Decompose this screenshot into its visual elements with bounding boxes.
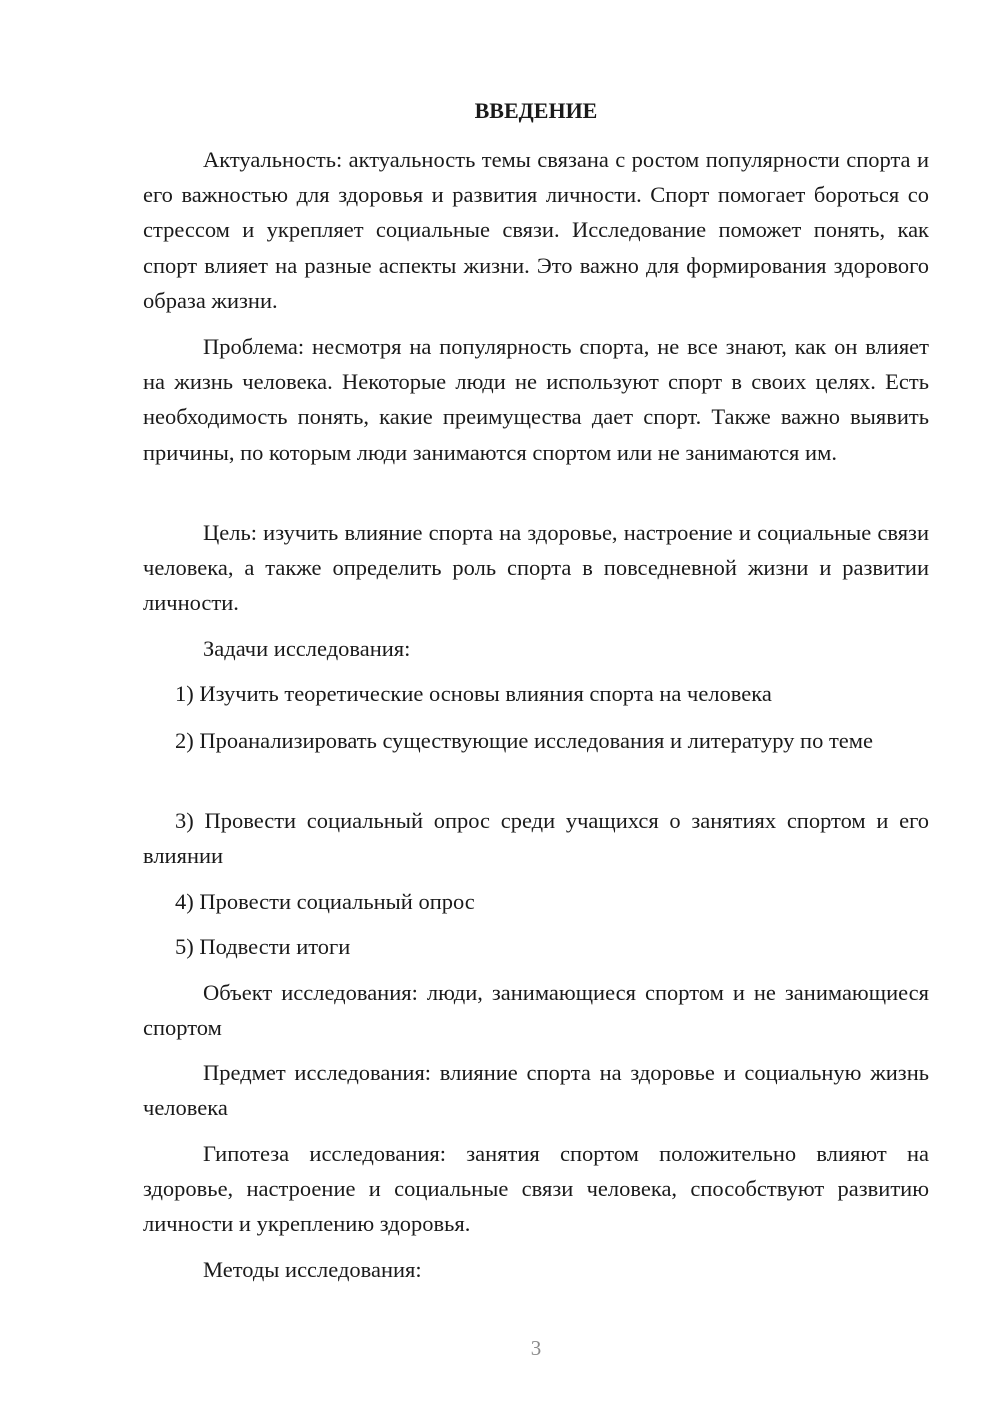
relevance-paragraph: Актуальность: актуальность темы связана с ростом популярности спорта и его важностью для здоровья и развития личности. Спорт помогает бороться со стрессом и укрепляет социальные связи. Исследование поможет понять, как спорт влияет на разные аспекты жизни. Это важно для формирования здорового образа жизни.: [143, 147, 929, 313]
task-item-1: 1) Изучить теоретические основы влияния спорта на человека: [175, 681, 772, 706]
task-item-3: 3) Провести социальный опрос среди учащихся о занятиях спортом и его влиянии: [143, 808, 929, 869]
goal-paragraph: Цель: изучить влияние спорта на здоровье, настроение и социальные связи человека, а также определить роль спорта в повседневной жизни и развитии личности.: [143, 520, 929, 616]
page-title: ВВЕДЕНИЕ: [474, 98, 598, 123]
methods-heading: Методы исследования:: [203, 1257, 422, 1282]
hypothesis-paragraph: Гипотеза исследования: занятия спортом положительно влияют на здоровье, настроение и социальные связи человека, способствуют развитию личности и укреплению здоровья.: [143, 1141, 929, 1237]
task-item-4: 4) Провести социальный опрос: [175, 889, 475, 914]
subject-paragraph: Предмет исследования: влияние спорта на здоровье и социальную жизнь человека: [143, 1060, 929, 1121]
task-item-5: 5) Подвести итоги: [175, 934, 351, 959]
page-number: 3: [530, 1336, 542, 1360]
tasks-heading: Задачи исследования:: [203, 636, 411, 661]
object-paragraph: Объект исследования: люди, занимающиеся спортом и не занимающиеся спортом: [143, 980, 929, 1041]
problem-paragraph: Проблема: несмотря на популярность спорта, не все знают, как он влияет на жизнь человека. Некоторые люди не используют спорт в своих целях. Есть необходимость понять, какие преимущества дает спорт. Также важно выявить причины, по которым люди занимаются спортом или не занимаются им.: [143, 334, 929, 465]
task-item-2: 2) Проанализировать существующие исследования и литературу по теме: [175, 728, 873, 753]
